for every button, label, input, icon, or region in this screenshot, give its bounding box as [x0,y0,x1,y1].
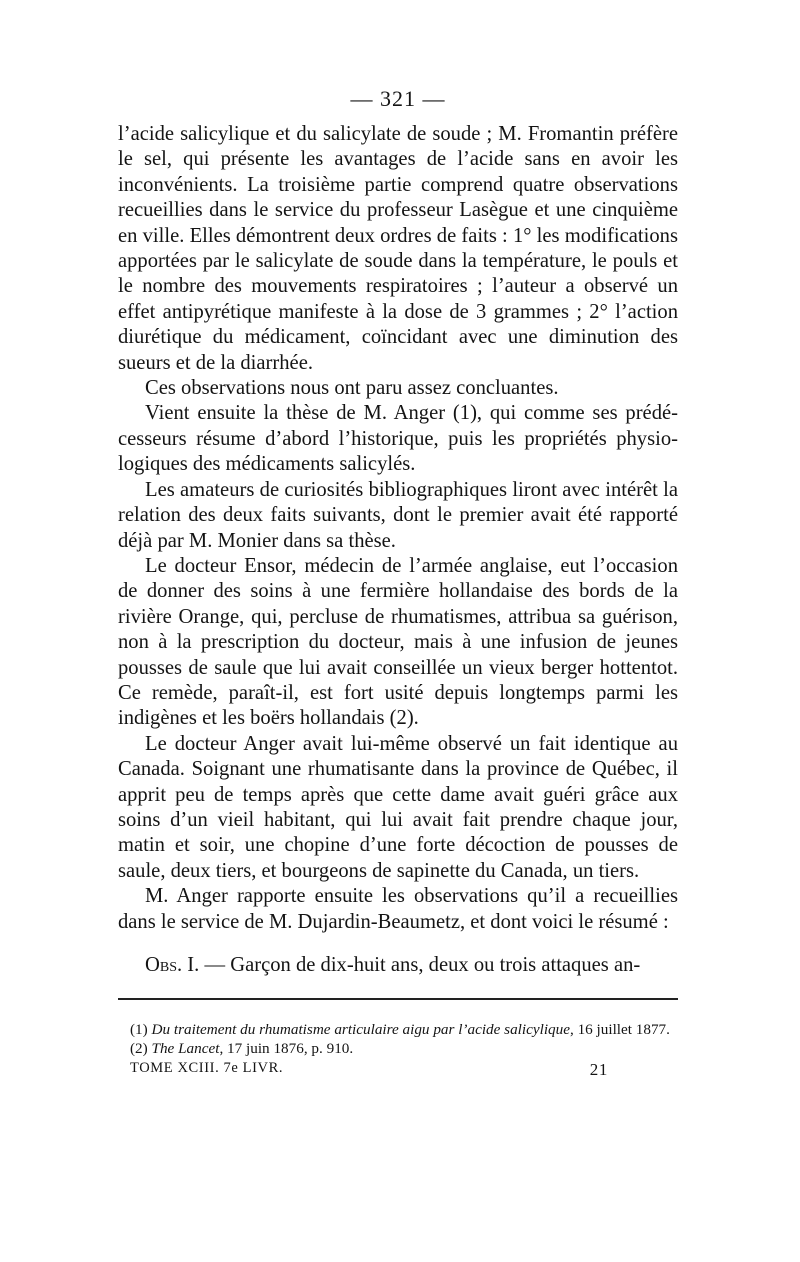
paragraph-7: M. Anger rapporte ensuite les observations qu’il a recueillies dans le service de M. Dujardin-Beaumetz, et dont voici le résumé : [118,885,678,933]
observation-paragraph [118,953,678,978]
footnote-1 [118,1020,678,1039]
paragraph-5: Le docteur Ensor, médecin de l’armée anglaise, eut l’occasion de donner des soins à une fermière hollandaise des bords de la rivière Orange, qui, percluse de rhumatismes, attribua sa guérison, non à la prescription du docteur, mais à une infusion de jeunes pousses de saule que lui avait conseillée un vieux berger hottentot. Ce remède, paraît-il, est fort usité depuis longtemps parmi les indigènes et les boërs hollandais (2). [118,554,678,730]
signature-number: 21 [589,1060,608,1080]
body-text [118,122,678,978]
footnote-2-marker: (2) [130,1040,152,1058]
printer-signature [118,1060,678,1080]
observation-label: Obs. I. [145,954,200,976]
footnote-2-title: The Lancet [151,1040,220,1058]
paragraph-2: Ces observations nous ont paru assez concluantes. [145,377,559,400]
paragraph-1: l’acide salicylique et du salicylate de soude ; M. Fromantin préfère le sel, qui présente les avantages de l’acide sans en avoir les inconvénients. La troisième partie comprend quatre observations recueillies dans le service du professeur Lasègue et une cinquième en ville. Elles démontrent deux ordres de faits : 1° les modifications apportées par le salicylate de soude dans la température, le pouls et le nombre des mouvements respiratoires ; l’auteur a observé un effet antipyrétique manifeste à la dose de 3 grammes ; 2° l’action diurétique du médicament, coïncidant avec une diminution des sueurs et de la diarrhée. [118,123,678,374]
footnote-1-title: Du traitement du rhumatisme articulaire aigu par l’acide salicylique [151,1021,570,1039]
footnote-1-rest: , 16 juillet 1877. [569,1021,670,1039]
paragraph-3: Vient ensuite la thèse de M. Anger (1), qui comme ses prédécesseurs résume d’abord l’historique, puis les propriétés physiologiques des médicaments salicylés. [118,402,678,476]
paragraph-4: Les amateurs de curiosités bibliographiques liront avec intérêt la relation des deux faits suivants, dont le premier avait été rapporté déjà par M. Monier dans sa thèse. [118,478,678,552]
footnote-divider [118,998,678,1000]
footnotes [118,1020,678,1058]
page [118,86,678,1080]
signature-volume: TOME XCIII. 7e LIVR. [130,1060,284,1077]
observation-text: — Garçon de dix-huit ans, deux ou trois attaques an- [199,954,641,976]
footnote-2-rest: , 17 juin 1876, p. 910. [219,1040,354,1058]
paragraph-6: Le docteur Anger avait lui-même observé un fait identique au Canada. Soignant une rhumatisante dans la province de Québec, il apprit peu de temps après que cette dame avait guéri grâce aux soins d’un vieil habitant, qui lui avait fait prendre chaque jour, matin et soir, une chopine d’une forte décoction de pousses de saule, deux tiers, et bourgeons de sapinette du Canada, un tiers. [118,732,678,882]
page-number: — 321 — [350,86,446,111]
footnote-1-marker: (1) [130,1021,152,1039]
footnote-2 [118,1039,678,1058]
